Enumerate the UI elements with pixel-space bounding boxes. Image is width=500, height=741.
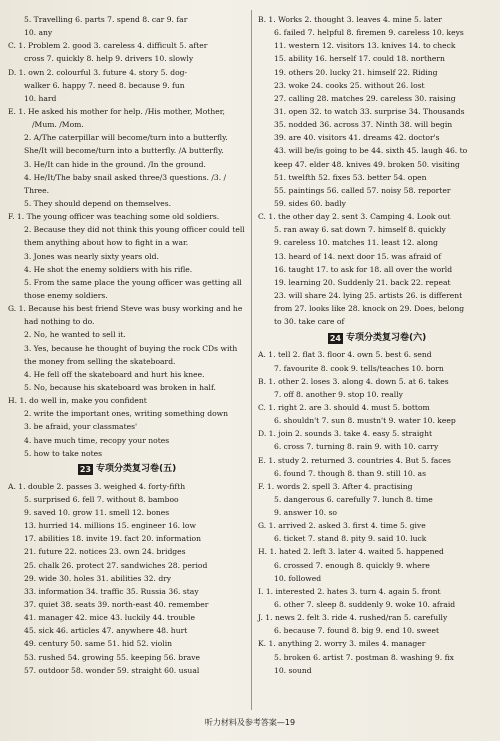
answer-line: A. 1. double 2. passes 3. weighed 4. forty-fifth <box>8 481 186 491</box>
answer-line: 4. He/It/The baby snail asked three/3 questions. /3. / <box>24 172 227 182</box>
answer-line: 11. western 12. visitors 13. knives 14. to check <box>274 41 456 51</box>
answer-line: 13. hurried 14. millions 15. engineer 16. low <box>24 521 196 531</box>
answer-line: F. 1. The young officer was teaching some old soldiers. <box>8 212 220 222</box>
section-heading <box>258 328 496 348</box>
answer-line: C. 1. the other day 2. sent 3. Camping 4. Look out <box>258 212 451 222</box>
answer-line: 5. Travelling 6. parts 7. spend 8. car 9. far <box>24 15 188 24</box>
answer-line: G. 1. arrived 2. asked 3. first 4. time 5. give <box>258 521 426 531</box>
answer-line: 9. saved 10. grow 11. smell 12. bones <box>24 508 170 518</box>
answer-line: D. 1. join 2. sounds 3. take 4. easy 5. straight <box>258 429 433 439</box>
answer-line: 6. failed 7. helpful 8. firemen 9. careless 10. keys <box>274 28 464 38</box>
answer-line: B. 1. other 2. loses 3. along 4. down 5. at 6. takes <box>258 376 449 386</box>
answer-line: to 30. take care of <box>274 317 345 327</box>
column-divider <box>251 10 252 710</box>
answer-line: 5. They should depend on themselves. <box>24 198 172 208</box>
left-column <box>8 13 246 677</box>
answer-line: 39. are 40. visitors 41. dreams 42. doctor's <box>274 133 440 143</box>
answer-line: 3. be afraid, your classmates' <box>24 422 138 432</box>
answer-line: F. 1. words 2. spell 3. After 4. practising <box>258 481 413 491</box>
answer-line: Three. <box>24 185 49 195</box>
answer-line: 6. ticket 7. stand 8. pity 9. said 10. luck <box>274 534 427 544</box>
answer-line: 2. No, he wanted to sell it. <box>24 330 126 340</box>
answer-line: E. 1. He asked his mother for help. /His mother, Mother, <box>8 106 225 116</box>
answer-line: /Mum. /Mom. <box>32 120 84 130</box>
answer-line: I. 1. interested 2. hates 3. turn 4. again 5. front <box>258 586 441 596</box>
answer-line: 4. He fell off the skateboard and hurt his knee. <box>24 369 205 379</box>
answer-line: 35. nodded 36. across 37. Ninth 38. will begin <box>274 120 453 130</box>
answer-line: 23. will share 24. lying 25. artists 26. is different <box>274 290 463 300</box>
answer-line: 5. dangerous 6. carefully 7. lunch 8. time <box>274 494 433 504</box>
answer-line: 25. chalk 26. protect 27. sandwiches 28. period <box>24 560 208 570</box>
answer-line: 6. because 7. found 8. big 9. end 10. sweet <box>274 626 440 636</box>
answer-line: 7. off 8. another 9. stop 10. really <box>274 389 403 399</box>
page-footer: 听力材料及参考答案—19 <box>204 718 296 727</box>
answer-line: 29. wide 30. holes 31. abilities 32. dry <box>24 573 172 583</box>
answer-line: K. 1. anything 2. worry 3. miles 4. manager <box>258 639 426 649</box>
answer-line: from 27. looks like 28. knock on 29. Does, belong <box>274 304 465 314</box>
answer-line: 6. shouldn't 7. sun 8. mustn't 9. water 10. keep <box>274 416 456 426</box>
answer-line: 3. Jones was nearly sixty years old. <box>24 251 159 261</box>
answer-line: 6. cross 7. turning 8. rain 9. with 10. carry <box>274 442 439 452</box>
answer-line: H. 1. hated 2. left 3. later 4. waited 5. happened <box>258 547 444 557</box>
answer-line: 19. learning 20. Suddenly 21. back 22. repeat <box>274 277 451 287</box>
answer-line: had nothing to do. <box>24 317 95 327</box>
answer-line: 59. sides 60. badly <box>274 198 346 208</box>
right-column <box>258 13 496 677</box>
answer-line: E. 1. study 2. returned 3. countries 4. But 5. faces <box>258 455 451 465</box>
answer-line: 13. heard of 14. next door 15. was afraid of <box>274 251 442 261</box>
section-number-badge: 24 <box>329 333 341 343</box>
answer-line: D. 1. own 2. colourful 3. future 4. story 5. dog- <box>8 67 188 77</box>
section-heading <box>8 460 246 480</box>
answer-line: 7. favourite 8. cook 9. tells/teaches 10. born <box>274 363 444 373</box>
answer-line: 2. write the important ones, writing something down <box>24 409 229 419</box>
answer-line: 5. how to take notes <box>24 448 103 458</box>
answer-line: 3. He/It can hide in the ground. /In the ground. <box>24 159 206 169</box>
answer-line: 17. abilities 18. invite 19. fact 20. information <box>24 534 201 544</box>
answer-line: 3. Yes, because he thought of buying the rock CDs with <box>24 343 238 353</box>
answer-line: 5. broken 6. artist 7. postman 8. washing 9. fix <box>274 652 454 662</box>
answer-line: G. 1. Because his best friend Steve was busy working and he <box>8 304 243 314</box>
answer-line: 49. century 50. same 51. hid 52. violin <box>24 639 173 649</box>
answer-line: 6. other 7. sleep 8. suddenly 9. woke 10. afraid <box>274 600 456 610</box>
answer-line: 53. rushed 54. growing 55. keeping 56. brave <box>24 652 201 662</box>
answer-line: C. 1. Problem 2. good 3. careless 4. difficult 5. after <box>8 41 208 51</box>
answer-line: those enemy soldiers. <box>24 290 108 300</box>
answer-line: 2. A/The caterpillar will become/turn into a butterfly. <box>24 133 228 143</box>
answer-line: 4. He shot the enemy soldiers with his rifle. <box>24 264 193 274</box>
answer-line: 23. woke 24. cooks 25. without 26. lost <box>274 80 425 90</box>
answer-line: cross 7. quickly 8. help 9. drivers 10. slowly <box>24 54 194 64</box>
answer-line: 55. paintings 56. called 57. noisy 58. reporter <box>274 185 451 195</box>
answer-line: 10. followed <box>274 573 322 583</box>
answer-line: walker 6. happy 7. need 8. because 9. fun <box>24 80 185 90</box>
answer-line: 16. taught 17. to ask for 18. all over the world <box>274 264 453 274</box>
answer-line: 10. sound <box>274 665 312 675</box>
section-title: 专项分类复习卷(五) <box>95 464 177 475</box>
answer-line: C. 1. right 2. are 3. should 4. must 5. bottom <box>258 402 430 412</box>
section-number-badge: 23 <box>79 465 91 475</box>
answer-line: A. 1. tell 2. flat 3. floor 4. own 5. best 6. send <box>258 350 432 360</box>
answer-line: 5. surprised 6. fell 7. without 8. bamboo <box>24 494 179 504</box>
answer-line: She/It will become/turn into a butterfly. /A butterfly. <box>24 146 224 156</box>
answer-line: them anything about how to fight in a war. <box>24 238 189 248</box>
answer-line: the money from selling the skateboard. <box>24 356 176 366</box>
answer-line: 33. information 34. traffic 35. Russia 36. stay <box>24 586 199 596</box>
answer-line: 31. open 32. to watch 33. surprise 34. Thousands <box>274 106 465 116</box>
answer-line: 5. From the same place the young officer was getting all <box>24 277 242 287</box>
answer-line: 57. outdoor 58. wonder 59. straight 60. usual <box>24 665 200 675</box>
answer-line: 41. manager 42. mice 43. luckily 44. trouble <box>24 613 195 623</box>
answer-line: 6. found 7. though 8. than 9. still 10. as <box>274 468 426 478</box>
answer-line: 21. future 22. notices 23. own 24. bridges <box>24 547 186 557</box>
answer-line: 2. Because they did not think this young officer could tell <box>24 225 245 235</box>
answer-line: H. 1. do well in, make you confident <box>8 396 147 406</box>
answer-line: 4. have much time, recopy your notes <box>24 435 170 445</box>
answer-line: 5. ran away 6. sat down 7. himself 8. quickly <box>274 225 446 235</box>
answer-line: 9. answer 10. so <box>274 508 337 518</box>
answer-line: 5. No, because his skateboard was broken in half. <box>24 382 216 392</box>
answer-line: 10. hard <box>24 93 57 103</box>
answer-line: 37. quiet 38. seats 39. north-east 40. remember <box>24 600 209 610</box>
answer-line: 15. ability 16. herself 17. could 18. northern <box>274 54 445 64</box>
answer-line: 27. calling 28. matches 29. careless 30. raising <box>274 93 456 103</box>
answer-line: 6. crossed 7. enough 8. quickly 9. where <box>274 560 430 570</box>
answer-line: J. 1. news 2. felt 3. ride 4. rushed/ran 5. carefully <box>258 613 448 623</box>
answer-line: 19. others 20. lucky 21. himself 22. Riding <box>274 67 438 77</box>
answer-line: keep 47. elder 48. knives 49. broken 50. visiting <box>274 159 460 169</box>
answer-line: 43. will be/is going to be 44. sixth 45. laugh 46. to <box>274 146 468 156</box>
answer-line: 45. sick 46. articles 47. anywhere 48. hurt <box>24 626 188 636</box>
answer-line: 51. twelfth 52. fixes 53. better 54. open <box>274 172 427 182</box>
answer-line: 9. careless 10. matches 11. least 12. along <box>274 238 438 248</box>
answer-line: 10. any <box>24 28 53 38</box>
section-title: 专项分类复习卷(六) <box>345 332 427 343</box>
answer-line: B. 1. Works 2. thought 3. leaves 4. mine 5. later <box>258 15 442 24</box>
